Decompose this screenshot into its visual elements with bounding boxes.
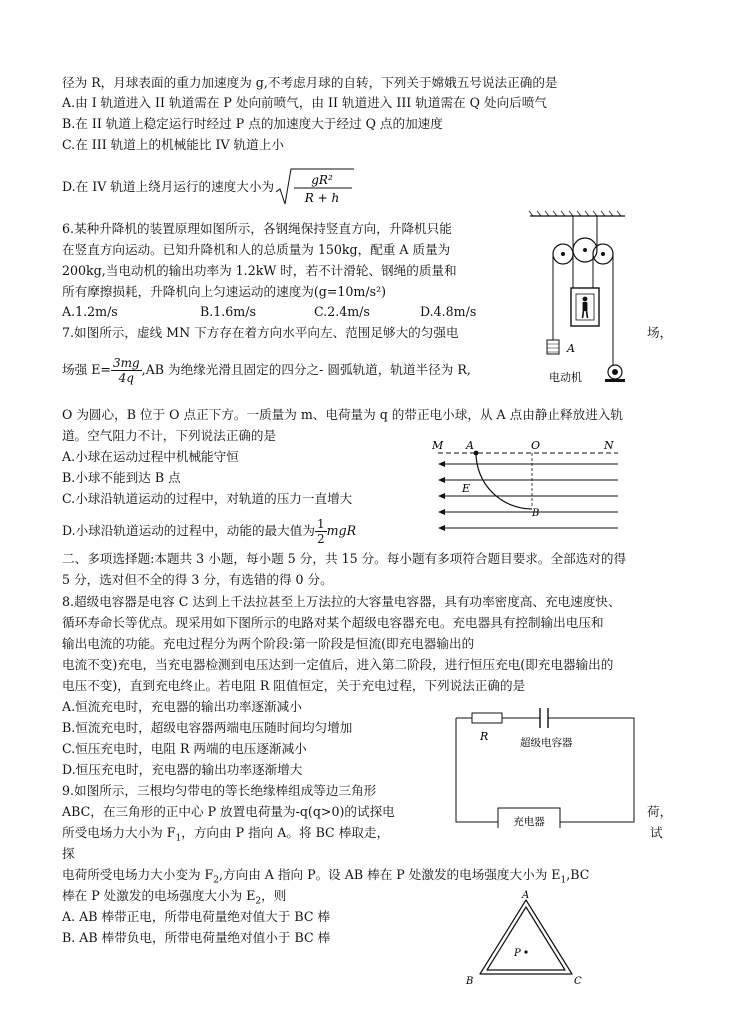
q6-option-a: A.1.2m/s — [62, 304, 118, 319]
q9-stem-line-1: 9.如图所示，三根均匀带电的等长绝缘棒组成等边三角形 — [62, 783, 377, 798]
resistor-icon — [472, 713, 502, 723]
q9-stem-line-5 — [62, 867, 589, 889]
q9-stem-line-4: 探 — [62, 846, 75, 861]
q6-stem-line-1: 6.某种升降机的装置原理如图所示，各钢绳保持竖直方向，升降机只能 — [62, 221, 452, 236]
label-center-p: P — [514, 948, 521, 959]
section-2-header-line-1: 二、多项选择题:本题共 3 小题，每小题 5 分，共 15 分。每小题有多项符合题目要求。全部选对的得 — [62, 551, 627, 566]
label-charger: 充电器 — [513, 816, 545, 828]
q9-subscript-e2: 2 — [255, 896, 262, 907]
q6-option-d: D.4.8m/s — [420, 304, 477, 319]
q7-field-fraction — [111, 356, 142, 385]
q7-option-d-text: D.小球沿轨道运动的过程中，动能的最大值为 — [62, 523, 315, 538]
q5-option-a: A.由 I 轨道进入 II 轨道需在 P 处向前喷气，由 II 轨道进入 III 轨道需在 Q 处向后喷气 — [62, 95, 547, 110]
label-m: M — [432, 439, 444, 452]
q9-subscript-e1: 1 — [560, 875, 567, 886]
elevator-figure — [525, 210, 645, 390]
sqrt-expression — [274, 166, 356, 208]
circuit-figure — [450, 704, 640, 828]
q7-stem-line-2 — [62, 352, 471, 388]
label-b: B — [532, 508, 540, 519]
q7-field-label: 场强 E= — [62, 362, 111, 377]
q9-stem-line-2: ABC，在三角形的正中心 P 放置电荷量为-q(q>0)的试探电 — [62, 804, 395, 819]
q5-option-c: C.在 III 轨道上的机械能比 IV 轨道上小 — [62, 137, 284, 152]
q8-stem-line-4: 电流不变)充电，当充电器检测到电压达到一定值后，进入第二阶段，进行恒压充电(即充电器输出的 — [62, 657, 614, 672]
q8-stem-line-1: 8.超级电容器是电容 C 达到上千法拉甚至上万法拉的大容量电容器，具有功率密度高、充电速度快、 — [62, 594, 621, 609]
q9-stem-line-6 — [62, 888, 286, 910]
section-2-header-line-2: 5 分，选对但不全的得 3 分，有选错的得 0 分。 — [62, 572, 333, 587]
q9-subscript-f1: 1 — [175, 833, 182, 844]
label-vertex-b: B — [466, 976, 474, 987]
q9-text-part-3: ,BC — [566, 867, 590, 882]
q9-stem-line-3 — [62, 825, 389, 847]
q7-stem-line-4: 道。空气阻力不计，下列说法正确的是 — [62, 428, 277, 443]
q7-option-d-fraction — [315, 517, 327, 546]
q7-option-a: A.小球在运动过程中机械能守恒 — [62, 449, 239, 464]
q7-stem-line-1: 7.如图所示，虚线 MN 下方存在着方向水平向左、范围足够大的匀强电 — [62, 325, 459, 340]
label-motor: 电动机 — [549, 371, 582, 384]
ball-icon — [474, 451, 479, 456]
q8-option-b: B.恒流充电时，超级电容器两端电压随时间均匀增加 — [62, 720, 353, 735]
q9-force-description: ，方向由 P 指向 A。将 BC 棒取走， — [181, 825, 390, 840]
q6-stem-line-4: 所有摩擦损耗，升降机向上匀速运动的速度为(g=10m/s²) — [62, 284, 387, 299]
q7-stem-line-3: O 为圆心，B 位于 O 点正下方。一质量为 m、电荷量为 q 的带正电小球，从 A 点由静止释放进入轨 — [62, 407, 623, 422]
q5-option-d — [62, 166, 356, 208]
q8-option-d: D.恒压充电时，充电器的输出功率逐渐增大 — [62, 762, 303, 777]
triangle-figure — [458, 888, 594, 992]
q9-option-b: B. AB 棒带负电，所带电荷量绝对值小于 BC 棒 — [62, 930, 331, 945]
q7-option-d-denominator: 2 — [316, 531, 325, 546]
electric-field-figure — [428, 436, 628, 542]
label-e: E — [462, 482, 471, 495]
q6-stem-line-2: 在竖直方向运动。已知升降机和人的总质量为 150kg，配重 A 质量为 — [62, 242, 451, 257]
q8-stem-line-2: 循环寿命长等优点。现采用如下图所示的电路对某个超级电容器充电。充电器具有控制输出电压和 — [62, 615, 604, 630]
motor-icon — [605, 365, 625, 382]
label-r: R — [480, 730, 489, 743]
q5-sqrt-denominator: R + h — [304, 191, 340, 205]
q6-option-b: B.1.6m/s — [200, 304, 256, 319]
q5-stem-line: 径为 R，月球表面的重力加速度为 g,不考虑月球的自转，下列关于嫦娥五号说法正确的是 — [62, 75, 558, 90]
label-supercapacitor: 超级电容器 — [520, 737, 573, 749]
q9-force-label: 所受电场力大小为 F — [62, 825, 176, 840]
label-vertex-c: C — [574, 976, 582, 987]
q8-option-c: C.恒压充电时，电阻 R 两端的电压逐渐减小 — [62, 741, 307, 756]
triangle-outer — [480, 900, 572, 974]
triangle-inner — [487, 907, 565, 970]
q7-option-d-numerator: 1 — [316, 516, 325, 531]
q7-option-b: B.小球不能到达 B 点 — [62, 470, 181, 485]
q9-stem-line-3-tail: 试 — [650, 825, 663, 840]
label-o: O — [531, 439, 541, 452]
label-counterweight-a: A — [567, 342, 575, 355]
q5-sqrt-numerator: gR² — [311, 173, 333, 187]
q7-track-description: ,AB 为绝缘光滑且固定的四分之- 圆弧轨道，轨道半径为 R, — [141, 362, 471, 377]
label-vertex-a: A — [522, 890, 530, 901]
q9-option-a: A. AB 棒带正电，所带电荷量绝对值大于 BC 棒 — [62, 909, 331, 924]
label-n: N — [604, 439, 614, 452]
q8-option-a: A.恒流充电时，充电器的输出功率逐渐减小 — [62, 699, 302, 714]
q9-subscript-f2: 2 — [213, 875, 220, 886]
q8-stem-line-3: 输出电流的功能。充电过程分为两个阶段:第一阶段是恒流(即充电器输出的 — [62, 636, 475, 651]
q7-option-d — [62, 513, 356, 549]
q6-stem-line-3: 200kg,当电动机的输出功率为 1.2kW 时，若不计滑轮、钢绳的质量和 — [62, 263, 457, 278]
q9-text-part-4: 棒在 P 处激发的电场强度大小为 E — [62, 888, 256, 903]
q9-text-part-2: ,方向由 A 指向 P。设 AB 棒在 P 处激发的电场强度大小为 E — [219, 867, 561, 882]
field-lines — [440, 464, 618, 528]
q6-option-c: C.2.4m/s — [314, 304, 370, 319]
q8-stem-line-5: 电压不变)，直到充电终止。若电阻 R 阻值恒定，关于充电过程，下列说法正确的是 — [62, 678, 526, 693]
q7-fraction-denominator: 4q — [118, 370, 134, 385]
q7-stem-line-1-tail: 场， — [647, 325, 673, 340]
q5-option-d-text: D.在 IV 轨道上绕月运行的速度大小为 — [62, 179, 275, 194]
arc-track — [476, 453, 532, 509]
q9-text-part-1: 电荷所受电场力大小变为 F — [62, 867, 214, 882]
q9-text-part-5: ，则 — [261, 888, 287, 903]
label-a: A — [466, 439, 474, 452]
q5-option-b: B.在 II 轨道上稳定运行时经过 P 点的加速度大于经过 Q 点的加速度 — [62, 116, 443, 131]
q7-option-d-unit: mgR — [326, 523, 357, 538]
center-point — [524, 950, 527, 953]
q9-stem-line-2-tail: 荷， — [647, 804, 673, 819]
q7-option-c: C.小球沿轨道运动的过程中，对轨道的压力一直增大 — [62, 491, 353, 506]
q7-fraction-numerator: 3mg — [112, 355, 140, 370]
